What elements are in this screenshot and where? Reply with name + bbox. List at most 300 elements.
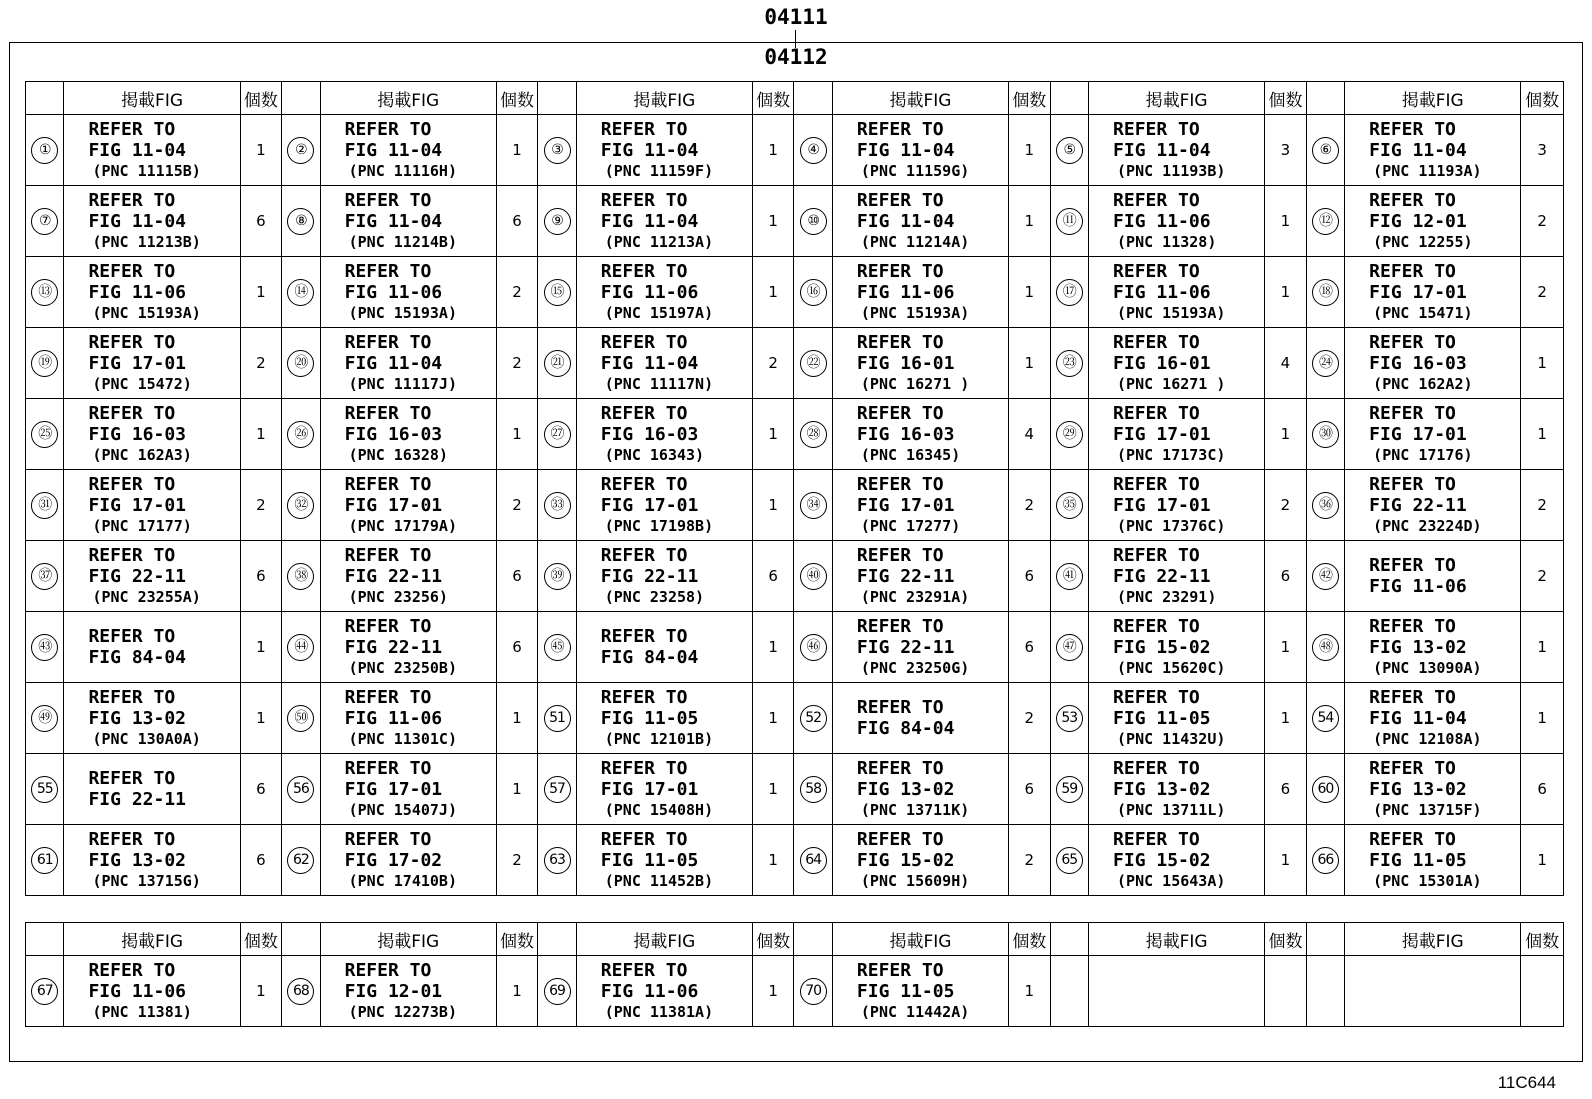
refer-to-text: REFER TO (344, 260, 432, 282)
item-number-cell (282, 541, 320, 612)
quantity-cell: 6 (1009, 541, 1051, 612)
item-number: ⑩ (800, 208, 827, 235)
fig-reference-cell (1345, 825, 1521, 896)
quantity-cell: 2 (240, 328, 282, 399)
pnc-code: (PNC 11214A) (860, 232, 970, 251)
quantity-cell: 1 (752, 956, 794, 1027)
fig-number: FIG 17-01 (88, 494, 187, 516)
item-number-cell (282, 612, 320, 683)
item-number: 54 (1312, 705, 1339, 732)
pnc-code: (PNC 13715F) (1373, 800, 1482, 819)
quantity-cell: 1 (240, 399, 282, 470)
quantity-cell: 2 (1009, 683, 1051, 754)
item-number-cell (538, 956, 576, 1027)
item-number-cell (282, 186, 320, 257)
pnc-code: (PNC 16271 ) (860, 374, 970, 393)
item-number: ⑤ (1056, 137, 1083, 164)
fig-number: FIG 13-02 (1113, 778, 1211, 800)
quantity-cell: 1 (1265, 399, 1307, 470)
item-number: 64 (800, 847, 827, 874)
item-number-cell (794, 257, 832, 328)
fig-number: FIG 11-06 (1113, 281, 1211, 303)
refer-to-text: REFER TO (600, 686, 688, 708)
pnc-code: (PNC 15301A) (1373, 871, 1482, 890)
pnc-code: (PNC 11159F) (604, 161, 714, 180)
item-number: ⑮ (544, 279, 571, 306)
item-number: 53 (1056, 705, 1083, 732)
quantity-cell: 1 (240, 612, 282, 683)
item-number-cell (1050, 683, 1088, 754)
quantity-cell: 6 (496, 541, 538, 612)
pnc-code: (PNC 11213A) (604, 232, 714, 251)
fig-reference-cell (320, 825, 496, 896)
pnc-code: (PNC 15197A) (604, 303, 714, 322)
item-number-cell (1050, 956, 1088, 1027)
fig-number: FIG 11-04 (344, 139, 443, 161)
header-fig: 掲載FIG (64, 923, 240, 956)
item-number: ③ (544, 137, 571, 164)
fig-reference-cell (1089, 115, 1265, 186)
header-blank (538, 82, 576, 115)
item-number-cell (794, 825, 832, 896)
pnc-code: (PNC 11214B) (348, 232, 457, 251)
fig-reference-cell (320, 470, 496, 541)
refer-to-text: REFER TO (1369, 555, 1456, 576)
item-number: ⑧ (287, 208, 314, 235)
fig-number: FIG 22-11 (344, 565, 443, 587)
fig-number: FIG 22-11 (856, 565, 955, 587)
refer-to-text: REFER TO (600, 757, 688, 779)
item-number: ⑰ (1056, 279, 1083, 306)
refer-to-text: REFER TO (856, 828, 944, 850)
item-number: 62 (287, 847, 314, 874)
item-number-cell (26, 470, 64, 541)
item-number: ㉔ (1312, 350, 1339, 377)
item-number: ㉑ (544, 350, 571, 377)
quantity-cell: 3 (1265, 115, 1307, 186)
header-blank (1306, 82, 1344, 115)
fig-number: FIG 11-05 (1369, 849, 1467, 871)
fig-reference-cell (320, 257, 496, 328)
item-number: ㊴ (544, 563, 571, 590)
item-number: ⑬ (31, 279, 58, 306)
fig-number: FIG 16-01 (1113, 352, 1211, 374)
fig-number: FIG 22-11 (1369, 494, 1467, 516)
item-number-cell (538, 825, 576, 896)
fig-number: FIG 11-06 (344, 707, 443, 729)
refer-to-text: REFER TO (600, 118, 688, 140)
item-number-cell (26, 612, 64, 683)
pnc-code: (PNC 13090A) (1373, 658, 1482, 677)
fig-number: FIG 11-04 (1369, 139, 1467, 161)
item-number: 61 (31, 847, 58, 874)
quantity-cell: 6 (240, 186, 282, 257)
header-fig: 掲載FIG (832, 923, 1008, 956)
fig-reference-cell (320, 186, 496, 257)
item-number-cell (794, 683, 832, 754)
item-number-cell (1050, 186, 1088, 257)
quantity-cell: 1 (496, 754, 538, 825)
table-row (26, 115, 1564, 186)
header-fig: 掲載FIG (576, 82, 752, 115)
quantity-cell: 3 (1521, 115, 1564, 186)
item-number-cell (794, 541, 832, 612)
quantity-cell: 1 (752, 470, 794, 541)
fig-reference-cell (1345, 470, 1521, 541)
refer-to-text: REFER TO (600, 473, 688, 495)
pnc-code: (PNC 23291A) (860, 587, 970, 606)
header-fig: 掲載FIG (576, 923, 752, 956)
fig-number: FIG 17-01 (1113, 494, 1211, 516)
quantity-cell: 1 (1521, 328, 1564, 399)
pnc-code: (PNC 11115B) (92, 161, 201, 180)
item-number-cell (1050, 115, 1088, 186)
pnc-code: (PNC 15407J) (348, 800, 457, 819)
refer-to-text: REFER TO (344, 118, 432, 140)
fig-reference-cell (1345, 399, 1521, 470)
refer-to-text: REFER TO (1369, 402, 1456, 424)
table-row (26, 328, 1564, 399)
fig-reference-cell (1345, 612, 1521, 683)
pnc-code: (PNC 16271 ) (1117, 374, 1226, 393)
table-row (26, 612, 1564, 683)
pnc-code: (PNC 11328) (1117, 232, 1217, 251)
fig-number: FIG 15-02 (856, 849, 955, 871)
fig-reference-cell (832, 683, 1008, 754)
refer-to-text: REFER TO (1113, 615, 1200, 637)
item-number: 59 (1056, 776, 1083, 803)
quantity-cell (1265, 956, 1307, 1027)
item-number: ㊺ (544, 634, 571, 661)
refer-to-text: REFER TO (344, 757, 432, 779)
pnc-code: (PNC 15609H) (860, 871, 970, 890)
fig-reference-cell (1089, 754, 1265, 825)
fig-number: FIG 17-01 (856, 494, 955, 516)
fig-reference-cell (64, 612, 240, 683)
item-number: ㉘ (800, 421, 827, 448)
quantity-cell: 1 (496, 115, 538, 186)
item-number: ⑯ (800, 279, 827, 306)
fig-reference-cell (576, 115, 752, 186)
ref-code-top: 04111 (764, 5, 828, 29)
quantity-cell: 6 (496, 186, 538, 257)
fig-number: FIG 84-04 (600, 647, 699, 668)
item-number: ⑫ (1312, 208, 1339, 235)
pnc-code: (PNC 16328) (348, 445, 448, 464)
item-number: ㉝ (544, 492, 571, 519)
table-row (26, 470, 1564, 541)
pnc-code: (PNC 13711L) (1117, 800, 1226, 819)
header-qty: 個数 (240, 82, 282, 115)
refer-to-text: REFER TO (1369, 757, 1456, 779)
fig-number: FIG 13-02 (88, 849, 187, 871)
item-number: ㊳ (287, 563, 314, 590)
fig-reference-cell (832, 612, 1008, 683)
header-fig: 掲載FIG (1089, 82, 1265, 115)
item-number-cell (1050, 257, 1088, 328)
item-number: ⑭ (287, 279, 314, 306)
fig-number: FIG 15-02 (1113, 636, 1211, 658)
pnc-code: (PNC 12255) (1373, 232, 1473, 251)
pnc-code: (PNC 13711K) (860, 800, 970, 819)
item-number: ⑨ (544, 208, 571, 235)
fig-number: FIG 12-01 (344, 980, 443, 1002)
item-number: 68 (287, 978, 314, 1005)
fig-number: FIG 11-04 (344, 210, 443, 232)
refer-to-text: REFER TO (1369, 473, 1456, 495)
refer-to-text: REFER TO (344, 331, 432, 353)
item-number-cell (1306, 754, 1344, 825)
refer-to-text: REFER TO (1113, 118, 1200, 140)
item-number: ㊼ (1056, 634, 1083, 661)
pnc-code: (PNC 15193A) (348, 303, 457, 322)
fig-number: FIG 11-04 (88, 210, 187, 232)
fig-reference-cell (1089, 328, 1265, 399)
ref-code-sub: 04112 (764, 45, 828, 69)
header-qty: 個数 (752, 923, 794, 956)
parts-table-second (25, 922, 1564, 1027)
refer-to-text: REFER TO (1369, 828, 1456, 850)
quantity-cell: 1 (1521, 825, 1564, 896)
pnc-code: (PNC 11117N) (604, 374, 714, 393)
fig-reference-cell (1345, 683, 1521, 754)
item-number-cell (1050, 612, 1088, 683)
item-number-cell (538, 115, 576, 186)
fig-reference-cell (320, 328, 496, 399)
item-number-cell (26, 541, 64, 612)
fig-reference-cell (320, 612, 496, 683)
refer-to-text: REFER TO (856, 615, 944, 637)
item-number-cell (26, 186, 64, 257)
fig-number: FIG 13-02 (88, 707, 187, 729)
header-fig: 掲載FIG (1345, 923, 1521, 956)
table-row (26, 399, 1564, 470)
item-number: ㉚ (1312, 421, 1339, 448)
header-qty: 個数 (496, 923, 538, 956)
header-qty: 個数 (496, 82, 538, 115)
item-number-cell (282, 115, 320, 186)
refer-to-text: REFER TO (856, 544, 944, 566)
table-row (26, 754, 1564, 825)
item-number-cell (1050, 825, 1088, 896)
pnc-code: (PNC 15408H) (604, 800, 714, 819)
pnc-code: (PNC 11117J) (348, 374, 457, 393)
item-number: ㊲ (31, 563, 58, 590)
quantity-cell: 2 (1009, 470, 1051, 541)
quantity-cell: 1 (496, 399, 538, 470)
item-number: ㊾ (31, 705, 58, 732)
fig-reference-cell (320, 399, 496, 470)
fig-number: FIG 84-04 (88, 647, 187, 668)
item-number-cell (794, 399, 832, 470)
fig-reference-cell (64, 754, 240, 825)
refer-to-text: REFER TO (856, 189, 944, 211)
refer-to-text: REFER TO (88, 473, 176, 495)
refer-to-text: REFER TO (856, 118, 944, 140)
header-fig: 掲載FIG (1345, 82, 1521, 115)
fig-reference-cell (576, 257, 752, 328)
pnc-code: (PNC 23291) (1117, 587, 1217, 606)
header-qty: 個数 (1265, 923, 1307, 956)
fig-reference-cell (576, 399, 752, 470)
fig-number: FIG 11-06 (344, 281, 443, 303)
fig-number: FIG 11-05 (856, 980, 955, 1002)
item-number: ㉕ (31, 421, 58, 448)
item-number: ㉗ (544, 421, 571, 448)
quantity-cell: 2 (752, 328, 794, 399)
item-number: ㊿ (287, 705, 314, 732)
pnc-code: (PNC 11442A) (860, 1002, 970, 1021)
quantity-cell (1521, 956, 1564, 1027)
fig-reference-cell (1089, 257, 1265, 328)
pnc-code: (PNC 16343) (604, 445, 705, 464)
fig-reference-cell (1345, 115, 1521, 186)
item-number: 52 (800, 705, 827, 732)
refer-to-text: REFER TO (856, 331, 944, 353)
fig-number: FIG 11-06 (1369, 576, 1467, 597)
fig-number: FIG 11-06 (88, 281, 187, 303)
fig-reference-cell (576, 541, 752, 612)
header-blank (1050, 82, 1088, 115)
item-number-cell (1306, 612, 1344, 683)
header-row (26, 923, 1564, 956)
item-number: ⑲ (31, 350, 58, 377)
pnc-code: (PNC 11381) (92, 1002, 192, 1021)
fig-reference-cell (64, 825, 240, 896)
refer-to-text: REFER TO (1369, 686, 1456, 708)
pnc-code: (PNC 17179A) (348, 516, 457, 535)
fig-reference-cell (576, 754, 752, 825)
refer-to-text: REFER TO (1113, 260, 1200, 282)
header-fig: 掲載FIG (320, 82, 496, 115)
refer-to-text: REFER TO (1113, 544, 1200, 566)
header-fig: 掲載FIG (832, 82, 1008, 115)
fig-number: FIG 17-01 (344, 778, 443, 800)
fig-reference-cell (64, 186, 240, 257)
refer-to-text: REFER TO (344, 189, 432, 211)
fig-number: FIG 13-02 (856, 778, 955, 800)
header-blank (794, 82, 832, 115)
table-row (26, 257, 1564, 328)
item-number-cell (26, 683, 64, 754)
pnc-code: (PNC 13715G) (92, 871, 201, 890)
table-row (26, 825, 1564, 896)
fig-reference-cell (832, 399, 1008, 470)
refer-to-text: REFER TO (88, 260, 176, 282)
pnc-code: (PNC 162A3) (92, 445, 192, 464)
fig-number: FIG 11-06 (1113, 210, 1211, 232)
fig-reference-cell (64, 683, 240, 754)
item-number: ⑦ (31, 208, 58, 235)
table-row (26, 956, 1564, 1027)
quantity-cell: 1 (1009, 328, 1051, 399)
fig-number: FIG 11-05 (600, 849, 699, 871)
pnc-code: (PNC 15471) (1373, 303, 1473, 322)
fig-number: FIG 22-11 (856, 636, 955, 658)
fig-reference-cell (320, 683, 496, 754)
quantity-cell: 1 (752, 683, 794, 754)
item-number-cell (26, 328, 64, 399)
refer-to-text: REFER TO (600, 544, 688, 566)
pnc-code: (PNC 16345) (860, 445, 961, 464)
quantity-cell: 1 (1265, 186, 1307, 257)
fig-number: FIG 11-04 (600, 139, 699, 161)
item-number-cell (1306, 541, 1344, 612)
refer-to-text: REFER TO (344, 959, 432, 981)
fig-number: FIG 11-06 (600, 281, 699, 303)
item-number: 66 (1312, 847, 1339, 874)
refer-to-text: REFER TO (1113, 402, 1200, 424)
refer-to-text: REFER TO (856, 402, 944, 424)
header-qty: 個数 (1009, 82, 1051, 115)
header-blank (1050, 923, 1088, 956)
item-number: 60 (1312, 776, 1339, 803)
header-qty: 個数 (752, 82, 794, 115)
quantity-cell: 2 (496, 470, 538, 541)
quantity-cell: 1 (752, 115, 794, 186)
quantity-cell: 1 (752, 186, 794, 257)
item-number-cell (538, 328, 576, 399)
item-number-cell (1306, 257, 1344, 328)
item-number: 51 (544, 705, 571, 732)
refer-to-text: REFER TO (600, 959, 688, 981)
fig-reference-cell (64, 541, 240, 612)
pnc-code: (PNC 11301C) (348, 729, 457, 748)
item-number: ㊱ (1312, 492, 1339, 519)
header-blank (794, 923, 832, 956)
refer-to-text: REFER TO (344, 615, 432, 637)
quantity-cell: 1 (1265, 612, 1307, 683)
fig-reference-cell (64, 328, 240, 399)
refer-to-text: REFER TO (88, 544, 176, 566)
item-number-cell (282, 683, 320, 754)
item-number-cell (794, 612, 832, 683)
fig-number: FIG 17-02 (344, 849, 443, 871)
fig-reference-cell (832, 825, 1008, 896)
quantity-cell: 6 (496, 612, 538, 683)
fig-number: FIG 22-11 (88, 789, 187, 810)
header-qty: 個数 (240, 923, 282, 956)
fig-number: FIG 22-11 (344, 636, 443, 658)
header-blank (282, 82, 320, 115)
item-number-cell (1050, 399, 1088, 470)
pnc-code: (PNC 12101B) (604, 729, 714, 748)
fig-reference-cell (1345, 257, 1521, 328)
fig-number: FIG 22-11 (600, 565, 699, 587)
refer-to-text: REFER TO (600, 402, 688, 424)
fig-reference-cell (832, 328, 1008, 399)
item-number-cell (282, 399, 320, 470)
quantity-cell: 2 (496, 257, 538, 328)
fig-reference-cell (832, 186, 1008, 257)
quantity-cell: 2 (240, 470, 282, 541)
fig-reference-cell (576, 612, 752, 683)
fig-reference-cell (320, 541, 496, 612)
pnc-code: (PNC 11193A) (1373, 161, 1482, 180)
header-blank (282, 923, 320, 956)
header-qty: 個数 (1521, 82, 1564, 115)
refer-to-text: REFER TO (856, 757, 944, 779)
item-number: 70 (800, 978, 827, 1005)
pnc-code: (PNC 17277) (860, 516, 961, 535)
item-number: ㊻ (800, 634, 827, 661)
item-number-cell (26, 115, 64, 186)
pnc-code: (PNC 17198B) (604, 516, 714, 535)
pnc-code: (PNC 12273B) (348, 1002, 457, 1021)
fig-reference-cell (832, 754, 1008, 825)
fig-reference-cell (832, 956, 1008, 1027)
fig-number: FIG 17-01 (600, 494, 699, 516)
